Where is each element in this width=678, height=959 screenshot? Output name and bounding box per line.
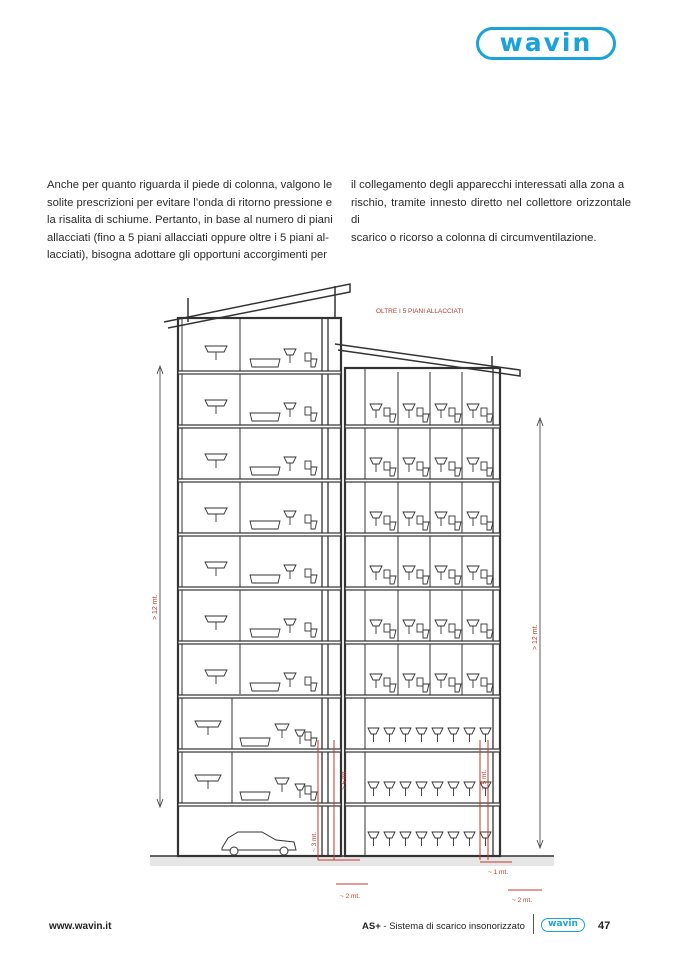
- wc-bowl-icon: [390, 684, 396, 692]
- footer-divider: [533, 914, 534, 934]
- washbasin-icon: [205, 616, 227, 622]
- wc-bowl-icon: [390, 576, 396, 584]
- floor-slab: [345, 803, 500, 806]
- wc-tank-icon: [305, 677, 311, 685]
- washbasin-icon: [370, 458, 382, 464]
- washbasin-icon: [435, 458, 447, 464]
- wc-tank-icon: [305, 461, 311, 469]
- floor-slab: [178, 371, 341, 374]
- floor-slab: [178, 803, 341, 806]
- wc-tank-icon: [481, 678, 487, 686]
- washbasin-icon: [295, 784, 305, 790]
- washbasin-icon: [205, 670, 227, 676]
- text-line: la risalita di schiume. Pertanto, in base al numero di piani: [47, 214, 333, 227]
- wc-tank-icon: [384, 516, 390, 524]
- washbasin-icon: [467, 674, 479, 680]
- floor-slab: [178, 749, 341, 752]
- wc-tank-icon: [417, 624, 423, 632]
- washbasin-icon: [416, 782, 427, 788]
- washbasin-icon: [384, 782, 395, 788]
- washbasin-icon: [403, 620, 415, 626]
- floor-slab: [178, 425, 341, 428]
- washbasin-icon: [275, 778, 289, 784]
- wc-bowl-icon: [423, 630, 429, 638]
- washbasin-icon: [370, 512, 382, 518]
- floor-slab: [178, 479, 341, 482]
- floor-slab: [345, 641, 500, 644]
- washbasin-icon: [467, 620, 479, 626]
- washbasin-icon: [368, 832, 379, 838]
- washbasin-icon: [435, 674, 447, 680]
- text-line: Anche per quanto riguarda il piede di colonna, valgono le: [47, 179, 333, 191]
- text-line: allacciati (fino a 5 piani allacciati oppure oltre i 5 piani al-: [47, 231, 329, 244]
- washbasin-icon: [205, 562, 227, 568]
- wc-tank-icon: [384, 462, 390, 470]
- footer-product: [362, 921, 525, 932]
- floor-slab: [345, 425, 500, 428]
- wc-tank-icon: [481, 408, 487, 416]
- wc-bowl-icon: [311, 575, 317, 583]
- washbasin-icon: [467, 404, 479, 410]
- wc-bowl-icon: [390, 630, 396, 638]
- dim-right-height: > 12 mt.: [532, 624, 539, 650]
- wc-bowl-icon: [487, 414, 493, 422]
- bathtub-icon: [250, 521, 280, 529]
- wc-bowl-icon: [311, 683, 317, 691]
- wc-tank-icon: [305, 732, 311, 740]
- floor-slab: [345, 695, 500, 698]
- bathtub-icon: [250, 683, 280, 691]
- wc-tank-icon: [305, 786, 311, 794]
- washbasin-icon: [370, 620, 382, 626]
- washbasin-icon: [284, 619, 296, 625]
- wc-bowl-icon: [487, 576, 493, 584]
- text-line: il collegamento degli apparecchi interessati alla zona a: [351, 179, 625, 191]
- wc-tank-icon: [417, 462, 423, 470]
- washbasin-icon: [432, 782, 443, 788]
- dim-3mt: ~ 3 mt.: [311, 831, 318, 852]
- washbasin-icon: [195, 721, 221, 727]
- washbasin-icon: [403, 674, 415, 680]
- floor-slab: [178, 587, 341, 590]
- floor-slab: [345, 479, 500, 482]
- wc-bowl-icon: [487, 468, 493, 476]
- dim-left-height: > 12 mt.: [152, 594, 159, 620]
- dim-1mt: ~ 1 mt.: [488, 869, 509, 876]
- wc-tank-icon: [481, 570, 487, 578]
- washbasin-icon: [464, 728, 475, 734]
- wavin-logo: wavin: [476, 27, 616, 60]
- floor-slabs: [178, 371, 500, 806]
- wc-bowl-icon: [423, 576, 429, 584]
- wc-bowl-icon: [423, 522, 429, 530]
- washbasin-icon: [448, 782, 459, 788]
- wc-tank-icon: [384, 408, 390, 416]
- dim-5mt-right: > 5 mt.: [481, 769, 488, 790]
- washbasin-icon: [435, 566, 447, 572]
- washbasin-icon: [432, 832, 443, 838]
- washbasin-icon: [275, 724, 289, 730]
- washbasin-icon: [384, 832, 395, 838]
- floor-slab: [345, 587, 500, 590]
- washbasin-icon: [205, 400, 227, 406]
- text-line: rischio, tramite innesto diretto nel collettore orizzontale di: [351, 196, 631, 227]
- wc-bowl-icon: [311, 792, 317, 800]
- text-line: solite prescrizioni per evitare l’onda di ritorno pressione e: [47, 196, 333, 209]
- body-text-right: [351, 177, 631, 247]
- wc-bowl-icon: [311, 413, 317, 421]
- footer-wavin-logo: wavin: [541, 918, 585, 932]
- product-name: AS+: [362, 921, 381, 932]
- wc-tank-icon: [417, 570, 423, 578]
- wc-tank-icon: [481, 624, 487, 632]
- wc-bowl-icon: [455, 630, 461, 638]
- washbasin-icon: [284, 565, 296, 571]
- dim-2mt-right: ~ 2 mt.: [512, 897, 533, 904]
- wc-bowl-icon: [455, 576, 461, 584]
- bathtub-icon: [250, 467, 280, 475]
- bathtub-icon: [250, 575, 280, 583]
- wc-bowl-icon: [311, 467, 317, 475]
- dim-5mt-left: > 5 mt.: [341, 769, 348, 790]
- wc-tank-icon: [305, 569, 311, 577]
- wc-tank-icon: [481, 516, 487, 524]
- washbasin-icon: [432, 728, 443, 734]
- washbasin-icon: [205, 346, 227, 352]
- washbasin-icon: [284, 403, 296, 409]
- wc-bowl-icon: [311, 629, 317, 637]
- washbasin-icon: [467, 458, 479, 464]
- product-description: - Sistema di scarico insonorizzato: [380, 921, 525, 932]
- washbasin-icon: [295, 730, 305, 736]
- wc-bowl-icon: [455, 522, 461, 530]
- washbasin-icon: [480, 728, 491, 734]
- washbasin-icon: [370, 674, 382, 680]
- washbasin-icon: [195, 775, 221, 781]
- wc-bowl-icon: [487, 684, 493, 692]
- wc-tank-icon: [449, 408, 455, 416]
- washbasin-icon: [464, 782, 475, 788]
- washbasin-icon: [400, 832, 411, 838]
- footer-url[interactable]: www.wavin.it: [49, 921, 112, 932]
- washbasin-icon: [370, 566, 382, 572]
- washbasin-icon: [435, 512, 447, 518]
- floor-slab: [178, 533, 341, 536]
- wc-tank-icon: [449, 678, 455, 686]
- wc-tank-icon: [481, 462, 487, 470]
- text-line: scarico o ricorso a colonna di circumventilazione.: [351, 231, 597, 244]
- washbasin-icon: [384, 728, 395, 734]
- wc-tank-icon: [449, 516, 455, 524]
- wc-tank-icon: [449, 624, 455, 632]
- washbasin-icon: [284, 349, 296, 355]
- bathtub-icon: [250, 359, 280, 367]
- washbasin-icon: [467, 512, 479, 518]
- washbasin-icon: [205, 454, 227, 460]
- washbasin-icon: [448, 832, 459, 838]
- wc-tank-icon: [305, 515, 311, 523]
- washbasin-icon: [416, 728, 427, 734]
- washbasin-icon: [284, 457, 296, 463]
- washbasin-icon: [403, 512, 415, 518]
- wc-tank-icon: [449, 462, 455, 470]
- wc-bowl-icon: [390, 468, 396, 476]
- drawing-title: OLTRE I 5 PIANI ALLACCIATI: [376, 308, 464, 315]
- bathtub-icon: [250, 629, 280, 637]
- wc-bowl-icon: [455, 684, 461, 692]
- washbasin-icon: [370, 404, 382, 410]
- wc-tank-icon: [305, 407, 311, 415]
- washbasin-icon: [403, 458, 415, 464]
- washbasin-icon: [448, 728, 459, 734]
- washbasin-icon: [368, 728, 379, 734]
- floor-slab: [345, 533, 500, 536]
- dim-2mt-left: ~ 2 mt.: [340, 893, 361, 900]
- wc-tank-icon: [384, 624, 390, 632]
- wc-bowl-icon: [487, 522, 493, 530]
- wc-bowl-icon: [487, 630, 493, 638]
- washbasin-icon: [467, 566, 479, 572]
- body-text-left: [47, 177, 333, 265]
- wc-bowl-icon: [423, 468, 429, 476]
- wc-tank-icon: [449, 570, 455, 578]
- wc-tank-icon: [417, 678, 423, 686]
- washbasin-icon: [284, 673, 296, 679]
- wc-tank-icon: [417, 516, 423, 524]
- wc-tank-icon: [417, 408, 423, 416]
- wc-bowl-icon: [423, 414, 429, 422]
- wc-bowl-icon: [423, 684, 429, 692]
- floor-slab: [345, 749, 500, 752]
- washbasin-icon: [480, 832, 491, 838]
- wc-tank-icon: [305, 353, 311, 361]
- text-line: lacciati), bisogna adottare gli opportuni accorgimenti per: [47, 249, 328, 262]
- wc-bowl-icon: [390, 522, 396, 530]
- wc-tank-icon: [384, 570, 390, 578]
- washbasin-icon: [284, 511, 296, 517]
- washbasin-icon: [403, 566, 415, 572]
- washbasin-icon: [400, 728, 411, 734]
- building-section-drawing: [140, 270, 560, 904]
- bathtub-icon: [240, 792, 270, 800]
- wc-bowl-icon: [311, 521, 317, 529]
- floor-slab: [178, 695, 341, 698]
- wc-tank-icon: [305, 623, 311, 631]
- page-number: 47: [598, 920, 611, 932]
- wc-bowl-icon: [390, 414, 396, 422]
- floor-slab: [178, 641, 341, 644]
- washbasin-icon: [435, 404, 447, 410]
- washbasin-icon: [416, 832, 427, 838]
- bathtub-icon: [250, 413, 280, 421]
- wc-bowl-icon: [455, 468, 461, 476]
- bathtub-icon: [240, 738, 270, 746]
- washbasin-icon: [205, 508, 227, 514]
- wc-bowl-icon: [311, 359, 317, 367]
- wc-tank-icon: [384, 678, 390, 686]
- washbasin-icon: [464, 832, 475, 838]
- wc-bowl-icon: [311, 738, 317, 746]
- washbasin-icon: [400, 782, 411, 788]
- washbasin-icon: [403, 404, 415, 410]
- washbasin-icon: [368, 782, 379, 788]
- washbasin-icon: [435, 620, 447, 626]
- wc-bowl-icon: [455, 414, 461, 422]
